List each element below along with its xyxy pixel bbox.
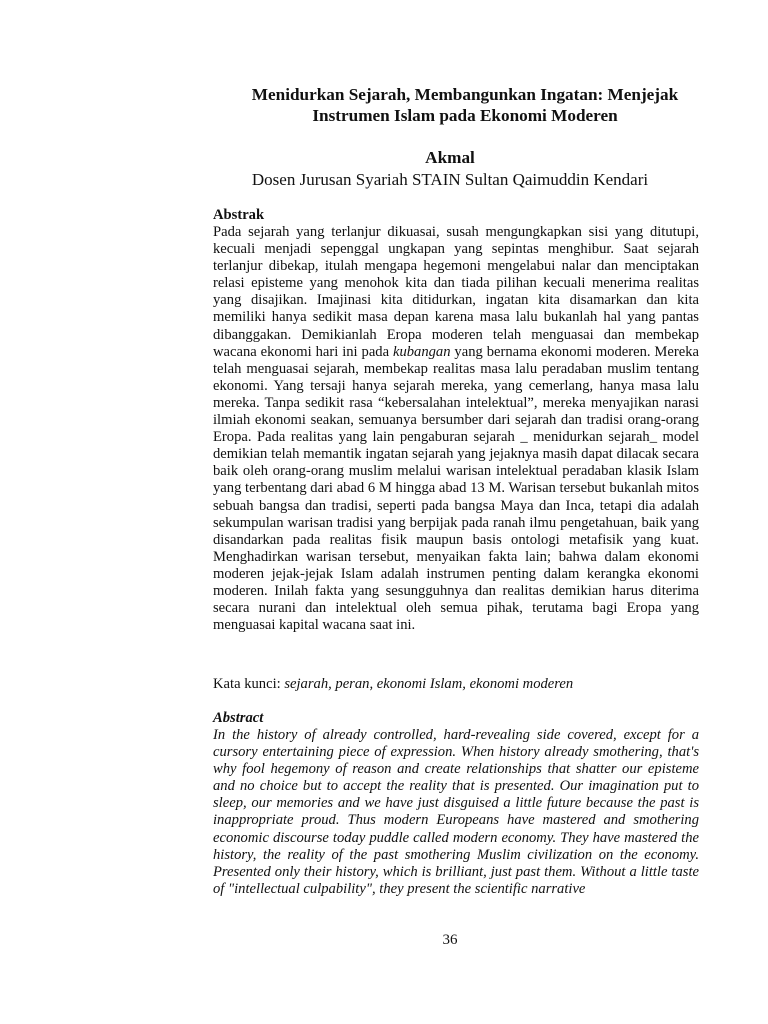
- abstrak-text-part-2: yang bernama ekonomi moderen. Mereka telah menguasai sejarah, membekap realitas masa lalu peradaban muslim tentang ekonomi. Yang tersaji hanya sejarah mereka, yang cemerlang, hanya masa lalu mereka. Tanpa sedikit rasa “kebersalahan intelektual”, mereka menyajikan narasi ilmiah ekonomi seakan, semuanya bersumber dari sejarah dan tradisi orang-orang Eropa. Pada realitas yang lain pengaburan sejarah _ menidurkan sejarah_ model demikian telah memantik ingatan sejarah yang jejaknya masih dapat dilacak secara baik oleh orang-orang muslim melalui warisan intelektual peradaban klasik Islam yang terbentang dari abad 6 M hingga abad 13 M. Warisan tersebut bukanlah mitos sebuah bangsa dan tradisi, seperti pada bangsa Maya dan Inca, tetapi dia adalah sekumpulan warisan tradisi yang berpijak pada ranah ilmu pengetahuan, baik yang disandarkan pada realitas fisik maupun basis ontologi metafisik yang kuat. Menghadirkan warisan tersebut, menyaikan fakta lain; bahwa dalam ekonomi moderen jejak-jejak Islam adalah instrumen penting dalam kerangka ekonomi moderen. Inilah fakta yang sesungguhnya dan realitas demikian harus diterima secara nurani dan intelektual oleh semua pihak, terutama bagi Eropa yang menguasai kapital wacana saat ini.: [213, 343, 699, 634]
- page-number: 36: [442, 932, 458, 948]
- paper-title-line-1: Menidurkan Sejarah, Membangunkan Ingatan: Menjejak: [251, 85, 679, 104]
- abstrak-body: [213, 224, 699, 634]
- abstrak-text-part-1: Pada sejarah yang terlanjur dikuasai, susah mengungkapkan sisi yang ditutupi, kecuali menjadi sepenggal ungkapan yang sepintas menghibur. Saat sejarah terlanjur dibekap, itulah mengapa hegemoni mengelabui nalar dan menciptakan relasi episteme yang menohok kita dan tiada pilihan kecuali menerima realitas yang disajikan. Imajinasi kita ditidurkan, ingatan kita disamarkan dan kita memiliki hanya sedikit masa depan karena masa lalu bukanlah hal yang pantas dibanggakan. Demikianlah Eropa moderen telah menguasai dan membekap wacana ekonomi hari ini pada: [213, 224, 699, 360]
- keywords-terms: sejarah, peran, ekonomi Islam, ekonomi moderen: [284, 676, 574, 692]
- paper-title: [200, 84, 730, 126]
- abstract-body: In the history of already controlled, hard-revealing side covered, except for a cursory entertaining piece of expression. When history already smothering, that's why fool hegemony of reason and create relationships that shatter our episteme and no choice but to accept the reality that is presented. Our imagination put to sleep, our memories and we have just disguised a little future because the past is inappropriate proud. Thus modern Europeans have mastered and smothering economic discourse today puddle called modern economy. They have mastered the history, the reality of the past smothering Muslim civilization on the economy. Presented only their history, which is brilliant, just past them. Without a little taste of "intellectual culpability", they present the scientific narrative: [213, 727, 699, 897]
- abstrak-italic-term: kubangan: [392, 343, 451, 360]
- author-affiliation: Dosen Jurusan Syariah STAIN Sultan Qaimuddin Kendari: [251, 170, 649, 189]
- keywords-label: Kata kunci:: [213, 676, 285, 692]
- abstrak-heading: Abstrak: [213, 207, 265, 223]
- abstract-heading: Abstract: [213, 710, 264, 726]
- paper-title-line-2: Instrumen Islam pada Ekonomi Moderen: [312, 106, 618, 125]
- author-name: Akmal: [425, 148, 475, 167]
- keywords-line: [213, 676, 713, 693]
